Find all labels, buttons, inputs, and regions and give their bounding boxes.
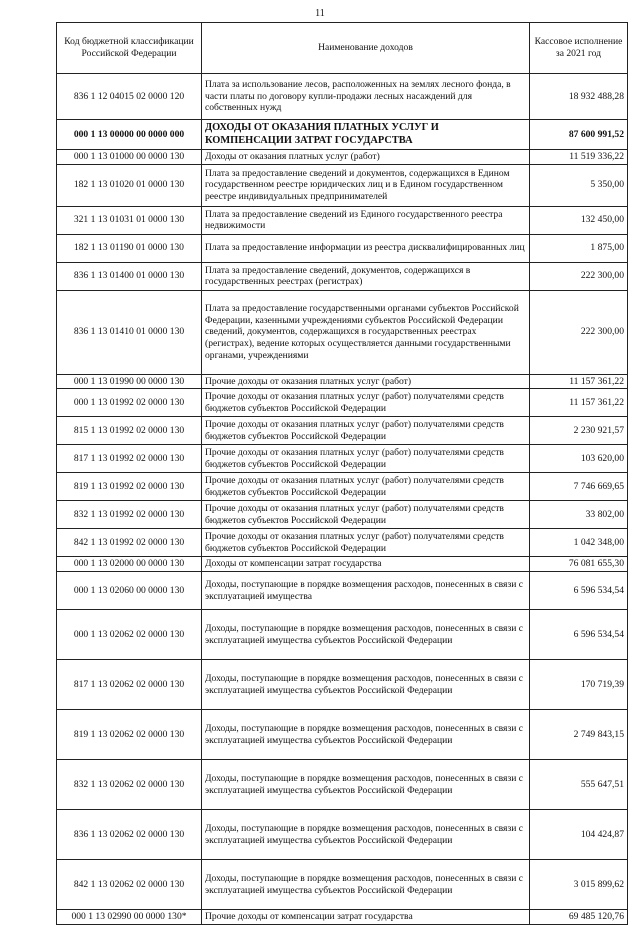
header-code: Код бюджетной классификации Российской Федерации xyxy=(57,23,202,74)
amount-cell: 170 719,39 xyxy=(530,660,628,710)
table-row xyxy=(57,760,628,810)
amount-cell: 2 230 921,57 xyxy=(530,417,628,445)
name-cell: Плата за предоставление сведений из Единого государственного реестра недвижимости xyxy=(202,206,530,234)
amount-cell: 76 081 655,30 xyxy=(530,557,628,572)
amount-cell: 33 802,00 xyxy=(530,501,628,529)
amount-cell: 132 450,00 xyxy=(530,206,628,234)
amount-cell: 7 746 669,65 xyxy=(530,473,628,501)
amount-cell: 11 157 361,22 xyxy=(530,374,628,389)
table-row xyxy=(57,910,628,925)
code-cell: 000 1 13 02990 00 0000 130* xyxy=(57,910,202,925)
amount-cell: 6 596 534,54 xyxy=(530,610,628,660)
name-cell: Доходы, поступающие в порядке возмещения расходов, понесенных в связи с эксплуатацией имущества субъектов Российской Федерации xyxy=(202,610,530,660)
code-cell: 000 1 13 02060 00 0000 130 xyxy=(57,572,202,610)
code-cell: 182 1 13 01190 01 0000 130 xyxy=(57,234,202,262)
table-row xyxy=(57,374,628,389)
code-cell: 836 1 13 02062 02 0000 130 xyxy=(57,810,202,860)
code-cell: 000 1 13 01992 02 0000 130 xyxy=(57,389,202,417)
code-cell: 000 1 13 00000 00 0000 000 xyxy=(57,120,202,150)
table-row xyxy=(57,164,628,206)
table-row xyxy=(57,710,628,760)
name-cell: Доходы, поступающие в порядке возмещения расходов, понесенных в связи с эксплуатацией имущества субъектов Российской Федерации xyxy=(202,860,530,910)
code-cell: 842 1 13 02062 02 0000 130 xyxy=(57,860,202,910)
name-cell: Доходы, поступающие в порядке возмещения расходов, понесенных в связи с эксплуатацией имущества субъектов Российской Федерации xyxy=(202,710,530,760)
table-row xyxy=(57,74,628,120)
amount-cell: 18 932 488,28 xyxy=(530,74,628,120)
code-cell: 819 1 13 02062 02 0000 130 xyxy=(57,710,202,760)
amount-cell: 1 875,00 xyxy=(530,234,628,262)
table-row xyxy=(57,529,628,557)
amount-cell: 222 300,00 xyxy=(530,290,628,374)
name-cell: Прочие доходы от оказания платных услуг (работ) получателями средств бюджетов субъектов Российской Федерации xyxy=(202,389,530,417)
amount-cell: 222 300,00 xyxy=(530,262,628,290)
code-cell: 817 1 13 01992 02 0000 130 xyxy=(57,445,202,473)
code-cell: 000 1 13 02000 00 0000 130 xyxy=(57,557,202,572)
header-name: Наименование доходов xyxy=(202,23,530,74)
amount-cell: 103 620,00 xyxy=(530,445,628,473)
code-cell: 842 1 13 01992 02 0000 130 xyxy=(57,529,202,557)
code-cell: 836 1 12 04015 02 0000 120 xyxy=(57,74,202,120)
table-row xyxy=(57,557,628,572)
code-cell: 000 1 13 01990 00 0000 130 xyxy=(57,374,202,389)
name-cell: Плата за предоставление сведений, документов, содержащихся в государственных реестрах (регистрах) xyxy=(202,262,530,290)
code-cell: 836 1 13 01400 01 0000 130 xyxy=(57,262,202,290)
header-amount: Кассовое исполнение за 2021 год xyxy=(530,23,628,74)
code-cell: 000 1 13 01000 00 0000 130 xyxy=(57,150,202,165)
code-cell: 836 1 13 01410 01 0000 130 xyxy=(57,290,202,374)
table-row xyxy=(57,473,628,501)
table-row xyxy=(57,610,628,660)
amount-cell: 1 042 348,00 xyxy=(530,529,628,557)
revenue-table xyxy=(56,22,628,925)
table-row xyxy=(57,445,628,473)
name-cell: Прочие доходы от оказания платных услуг (работ) получателями средств бюджетов субъектов Российской Федерации xyxy=(202,473,530,501)
table-row xyxy=(57,206,628,234)
page-number: 11 xyxy=(315,8,325,19)
table-row xyxy=(57,501,628,529)
table-row xyxy=(57,120,628,150)
name-cell: Доходы, поступающие в порядке возмещения расходов, понесенных в связи с эксплуатацией имущества субъектов Российской Федерации xyxy=(202,760,530,810)
name-cell: Прочие доходы от оказания платных услуг (работ) получателями средств бюджетов субъектов Российской Федерации xyxy=(202,501,530,529)
name-cell: Прочие доходы от оказания платных услуг (работ) xyxy=(202,374,530,389)
table-row xyxy=(57,234,628,262)
code-cell: 819 1 13 01992 02 0000 130 xyxy=(57,473,202,501)
code-cell: 321 1 13 01031 01 0000 130 xyxy=(57,206,202,234)
code-cell: 182 1 13 01020 01 0000 130 xyxy=(57,164,202,206)
amount-cell: 555 647,51 xyxy=(530,760,628,810)
table-row xyxy=(57,810,628,860)
table-row xyxy=(57,389,628,417)
table-row xyxy=(57,417,628,445)
amount-cell: 5 350,00 xyxy=(530,164,628,206)
name-cell: Плата за предоставление информации из реестра дисквалифицированных лиц xyxy=(202,234,530,262)
amount-cell: 87 600 991,52 xyxy=(530,120,628,150)
name-cell: Прочие доходы от оказания платных услуг (работ) получателями средств бюджетов субъектов Российской Федерации xyxy=(202,445,530,473)
amount-cell: 3 015 899,62 xyxy=(530,860,628,910)
name-cell: Плата за предоставление государственными органами субъектов Российской Федерации, казенными учреждениями субъектов Российской Федерации сведений, документов, содержащихся в государственных реестрах (регистрах), ведение которых осуществляется данными государственными органами, учреждениями xyxy=(202,290,530,374)
code-cell: 817 1 13 02062 02 0000 130 xyxy=(57,660,202,710)
amount-cell: 11 519 336,22 xyxy=(530,150,628,165)
name-cell: ДОХОДЫ ОТ ОКАЗАНИЯ ПЛАТНЫХ УСЛУГ И КОМПЕНСАЦИИ ЗАТРАТ ГОСУДАРСТВА xyxy=(202,120,530,150)
name-cell: Плата за использование лесов, расположенных на землях лесного фонда, в части платы по договору купли-продажи лесных насаждений для собственных нужд xyxy=(202,74,530,120)
name-cell: Доходы, поступающие в порядке возмещения расходов, понесенных в связи с эксплуатацией имущества субъектов Российской Федерации xyxy=(202,660,530,710)
amount-cell: 69 485 120,76 xyxy=(530,910,628,925)
amount-cell: 6 596 534,54 xyxy=(530,572,628,610)
name-cell: Доходы, поступающие в порядке возмещения расходов, понесенных в связи с эксплуатацией имущества субъектов Российской Федерации xyxy=(202,810,530,860)
name-cell: Доходы от компенсации затрат государства xyxy=(202,557,530,572)
code-cell: 832 1 13 01992 02 0000 130 xyxy=(57,501,202,529)
name-cell: Доходы, поступающие в порядке возмещения расходов, понесенных в связи с эксплуатацией имущества xyxy=(202,572,530,610)
table-body xyxy=(57,74,628,925)
table-row xyxy=(57,262,628,290)
table-header-row xyxy=(57,23,628,74)
table-row xyxy=(57,860,628,910)
table-row xyxy=(57,290,628,374)
code-cell: 000 1 13 02062 02 0000 130 xyxy=(57,610,202,660)
name-cell: Прочие доходы от компенсации затрат государства xyxy=(202,910,530,925)
amount-cell: 11 157 361,22 xyxy=(530,389,628,417)
amount-cell: 104 424,87 xyxy=(530,810,628,860)
table-row xyxy=(57,150,628,165)
name-cell: Прочие доходы от оказания платных услуг (работ) получателями средств бюджетов субъектов Российской Федерации xyxy=(202,417,530,445)
table-row xyxy=(57,572,628,610)
name-cell: Плата за предоставление сведений и документов, содержащихся в Едином государственном реестре юридических лиц и в Едином государственном реестре индивидуальных предпринимателей xyxy=(202,164,530,206)
amount-cell: 2 749 843,15 xyxy=(530,710,628,760)
name-cell: Доходы от оказания платных услуг (работ) xyxy=(202,150,530,165)
code-cell: 815 1 13 01992 02 0000 130 xyxy=(57,417,202,445)
table-row xyxy=(57,660,628,710)
name-cell: Прочие доходы от оказания платных услуг (работ) получателями средств бюджетов субъектов Российской Федерации xyxy=(202,529,530,557)
code-cell: 832 1 13 02062 02 0000 130 xyxy=(57,760,202,810)
